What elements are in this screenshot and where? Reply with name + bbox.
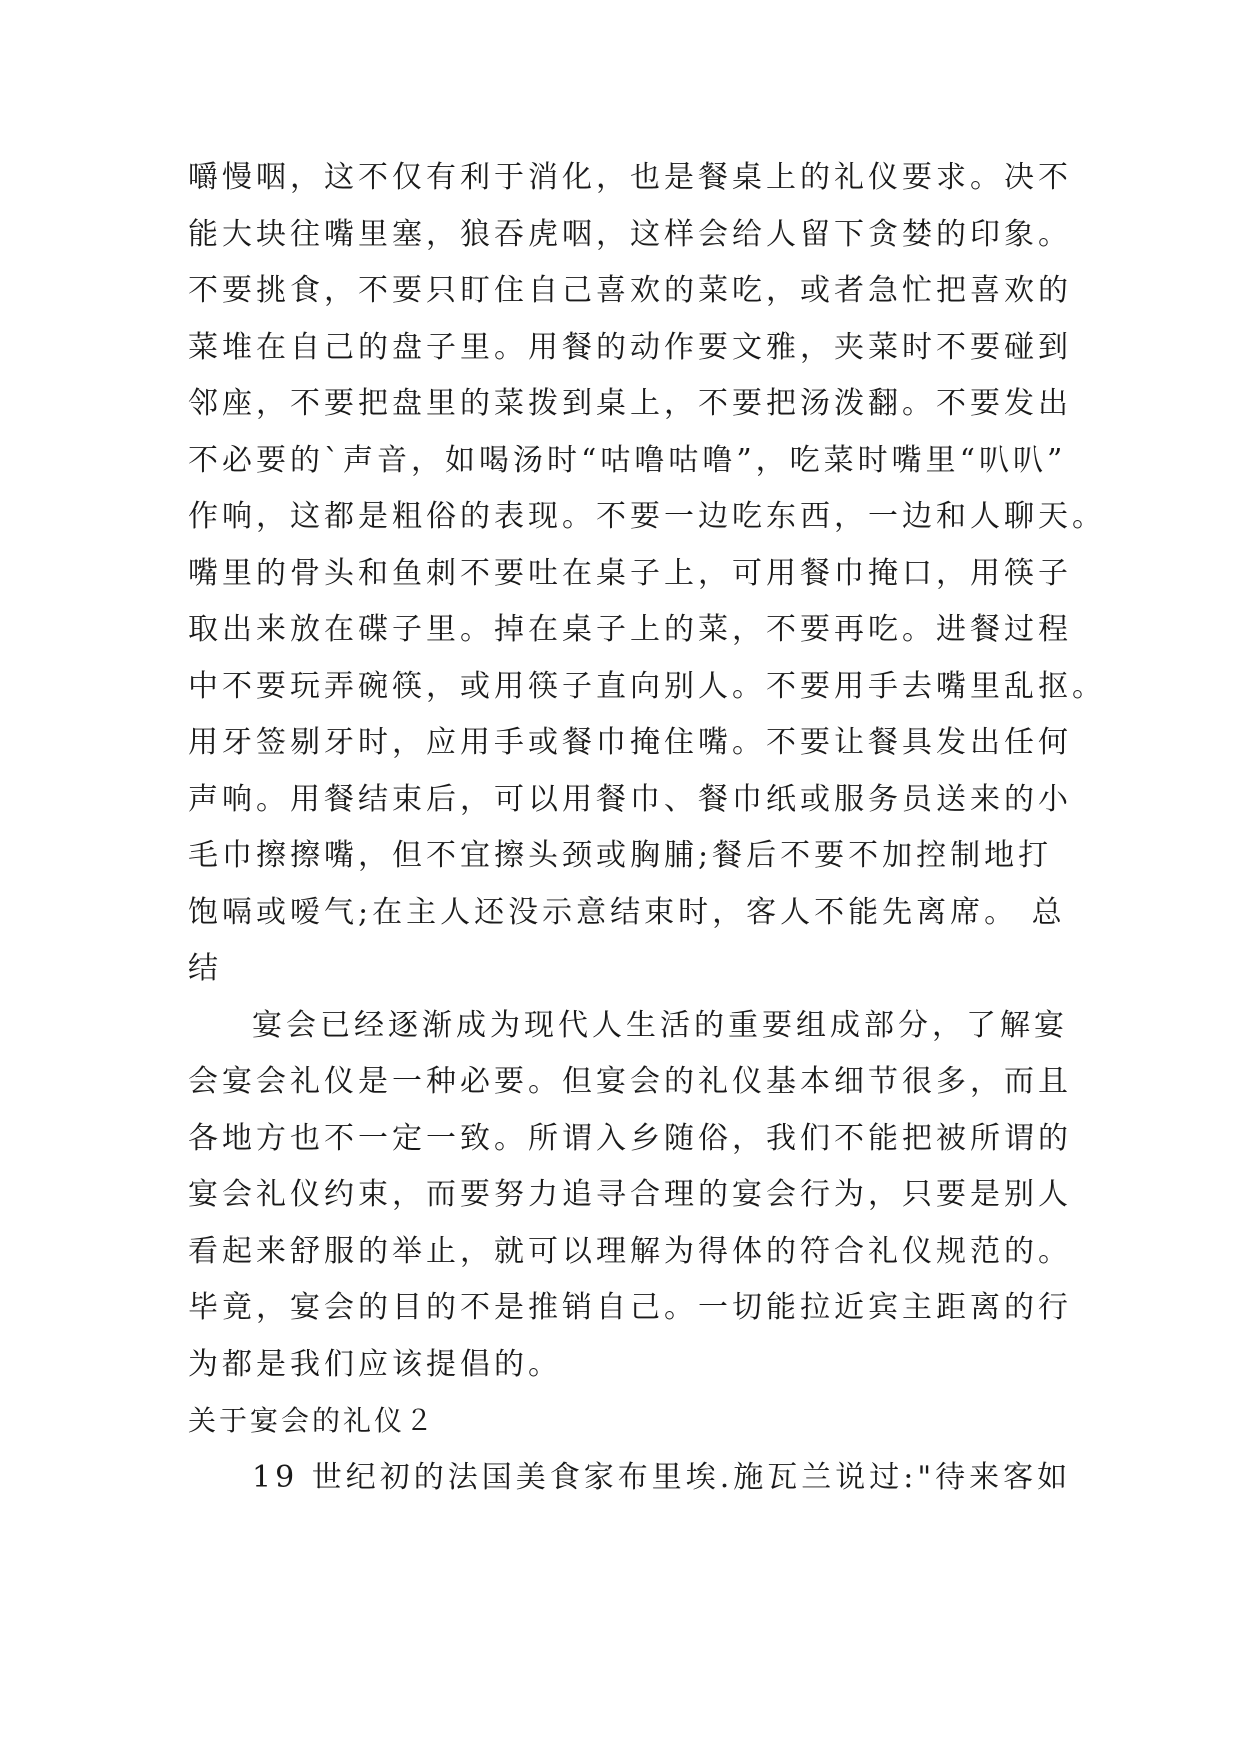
text-line: 饱嗝或嗳气;在主人还没示意结束时，客人不能先离席。 总	[188, 894, 1066, 930]
text-line: 邻座，不要把盘里的菜拨到桌上，不要把汤泼翻。不要发出	[188, 386, 1072, 421]
text-line: 宴会已经逐渐成为现代人生活的重要组成部分，了解宴	[252, 1007, 1068, 1043]
section-heading: 关于宴会的礼仪２	[188, 1404, 437, 1437]
text-line: 能大块往嘴里塞，狼吞虎咽，这样会给人留下贪婪的印象。	[188, 216, 1072, 252]
paragraph	[188, 1450, 1072, 1507]
text-line: 不要挑食，不要只盯住自己喜欢的菜吃，或者急忙把喜欢的	[188, 273, 1072, 308]
text-line: 结	[188, 951, 222, 986]
text-line: 嘴里的骨头和鱼刺不要吐在桌子上，可用餐巾掩口，用筷子	[188, 555, 1072, 591]
text-line: 各地方也不一定一致。所谓入乡随俗，我们不能把被所谓的	[188, 1120, 1072, 1156]
text-line: 取出来放在碟子里。掉在桌子上的菜，不要再吃。进餐过程	[188, 612, 1072, 647]
text-line: 中不要玩弄碗筷，或用筷子直向别人。不要用手去嘴里乱抠。	[188, 668, 1106, 704]
text-line: 毕竟，宴会的目的不是推销自己。一切能拉近宾主距离的行	[188, 1290, 1072, 1325]
text-line: 毛巾擦擦嘴，但不宜擦头颈或胸脯;餐后不要不加控制地打	[188, 838, 1053, 873]
text-line: 不必要的`声音，如喝汤时“咕噜咕噜”，吃菜时嘴里“叭叭”	[188, 442, 1067, 478]
text-line: 嚼慢咽，这不仅有利于消化，也是餐桌上的礼仪要求。决不	[188, 160, 1072, 195]
paragraph	[188, 998, 1072, 1394]
paragraph	[188, 150, 1106, 998]
text-line: 为都是我们应该提倡的。	[188, 1346, 562, 1382]
text-line: 会宴会礼仪是一种必要。但宴会的礼仪基本细节很多，而且	[188, 1064, 1072, 1099]
text-line: 作响，这都是粗俗的表现。不要一边吃东西，一边和人聊天。	[188, 499, 1106, 534]
text-line: 19 世纪初的法国美食家布里埃.施瓦兰说过:"待来客如	[252, 1459, 1072, 1495]
document-page	[188, 150, 1106, 1506]
text-line: 看起来舒服的举止，就可以理解为得体的符合礼仪规范的。	[188, 1233, 1072, 1269]
text-line: 用牙签剔牙时，应用手或餐巾掩住嘴。不要让餐具发出任何	[188, 725, 1072, 760]
text-line: 声响。用餐结束后，可以用餐巾、餐巾纸或服务员送来的小	[188, 781, 1072, 817]
text-line: 菜堆在自己的盘子里。用餐的动作要文雅，夹菜时不要碰到	[188, 329, 1072, 365]
text-line: 宴会礼仪约束，而要努力追寻合理的宴会行为，只要是别人	[188, 1177, 1072, 1212]
